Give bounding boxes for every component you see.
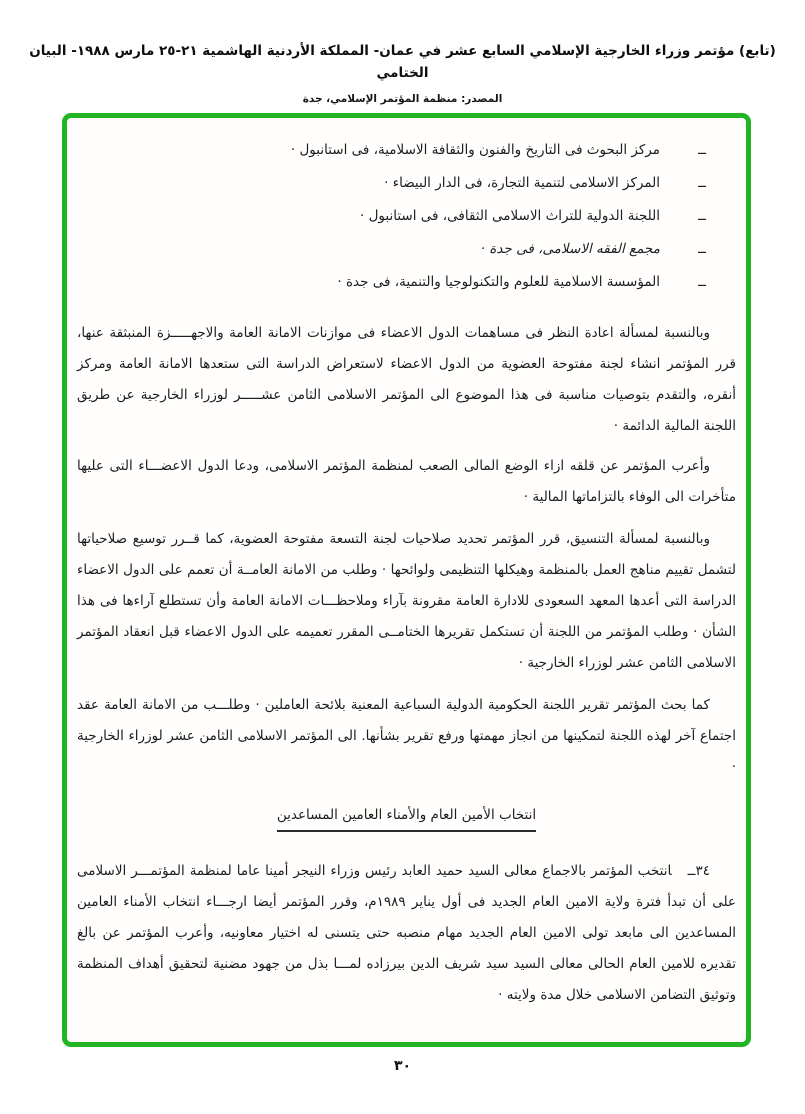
paragraph-staff-committee: كما بحث المؤتمر تقرير اللجنة الحكومية الدولية السباعية المعنية بلائحة العاملين · وطلـــب من الامانة العامة عقد اجتماع آخر لهذه اللجنة لتمكينها من انجاز مهمتها ورفع تقرير بشأنها. الى المؤتمر الاسلامى الثامن عشر لوزراء الخارجية ·	[77, 697, 736, 775]
document-header	[6, 40, 799, 105]
list-item	[75, 142, 706, 175]
paragraph-coordination: وبالنسبة لمسألة التنسيق، قرر المؤتمر تحديد صلاحيات لجنة التسعة مفتوحة العضوية، كما قــرر توسيع صلاحياتها لتشمل تقييم مناهج العمل بالمنظمة وهيكلها التنظيمى ولوائحها · وطلب من الامانة العامــة أن تعمم على الدول الاعضاء الدراسة التى أعدها المعهد السعودى للادارة العامة مقرونة بآراء وملاحظـــات الامانة العامة وأن تستطلع آراءها فى هذا الشأن · وطلب المؤتمر من اللجنة أن تستكمل تقريرها الختامــى المقرر تعميمه على الدول الاعضاء قبل انعقاد المؤتمر الاسلامى الثامن عشر لوزراء الخارجية ·	[77, 531, 736, 671]
highlight-frame	[62, 113, 751, 1047]
list-item	[75, 241, 706, 274]
paragraph-budget-review: وبالنسبة لمسألة اعادة النظر فى مساهمات الدول الاعضاء فى موازنات الامانة العامة والاجهـــــزة المنبثقة عنها، قرر المؤتمر انشاء لجنة مفتوحة العضوية من الدول الاعضاء لاستعراض الدراسة التى ستعدها الامانة العامة ومركز أنقره، والتقدم بتوصيات مناسبة فى هذا الموضوع الى المؤتمر الاسلامى الثامن عشـــــر لوزراء الخارجية عن طريق اللجنة المالية الدائمة ·	[77, 325, 736, 434]
dash-bullet-icon: ــ	[698, 274, 706, 290]
dash-bullet-icon: ــ	[698, 142, 706, 158]
list-item	[75, 208, 706, 241]
dash-bullet-icon: ــ	[698, 241, 706, 257]
list-item-text: مركز البحوث فى التاريخ والفنون والثقافة الاسلامية، فى استانبول ·	[290, 142, 660, 158]
list-item-text: المؤسسة الاسلامية للعلوم والتكنولوجيا والتنمية، فى جدة ·	[337, 274, 660, 290]
clause-number: ٣٤ــ	[687, 863, 710, 879]
paragraph-financial-concern: وأعرب المؤتمر عن قلقه ازاء الوضع المالى الصعب لمنظمة المؤتمر الاسلامى، ودعا الدول الاعضـــاء التى عليها متأخرات الى الوفاء بالتزاماتها المالية ·	[77, 458, 736, 505]
document-title: (تابع) مؤتمر وزراء الخارجية الإسلامي السابع عشر في عمان- المملكة الأردنية الهاشمية ٢١-٢٥ مارس ١٩٨٨- البيان الختامي	[29, 43, 776, 81]
list-item-text: اللجنة الدولية للتراث الاسلامى الثقافى، فى استانبول ·	[360, 208, 660, 224]
dash-bullet-icon: ــ	[698, 175, 706, 191]
list-item	[75, 175, 706, 208]
document-source: المصدر: منظمة المؤتمر الإسلامي، جدة	[302, 93, 503, 105]
dash-bullet-icon: ــ	[698, 208, 706, 224]
list-item	[75, 274, 706, 307]
section-heading	[75, 807, 738, 832]
section-heading-text: انتخاب الأمين العام والأمناء العامين المساعدين	[277, 807, 536, 832]
page-number: ٣٠	[393, 1058, 412, 1074]
list-item-text: المركز الاسلامى لتنمية التجارة، فى الدار البيضاء ·	[384, 175, 660, 191]
clause-text: انتخب المؤتمر بالاجماع معالى السيد حميد العابد رئيس وزراء النيجر أمينا عاما لمنظمة المؤتمـــر الاسلامى على أن تبدأ فترة ولاية الامين العام الجديد فى أول يناير ١٩٨٩م، وقرر المؤتمر أيضا ارجـــاء انتخاب الأمناء العامين المساعدين الى مابعد تولى الامين العام الجديد مهام منصبه حتى يتسنى له اختيار معاونيه، وأعرب المؤتمر عن بالغ تقديره للامين العام الحالى معالى السيد سيد شريف الدين بيرزاده لمـــا بذل من جهود مضنية لتحقيق أهداف المنظمة وتوثيق التضامن الاسلامى خلال مدة ولايته ·	[77, 863, 736, 1003]
clause-34	[77, 856, 736, 1011]
organization-list	[75, 142, 738, 307]
list-item-text: مجمع الفقه الاسلامى، فى جدة ·	[480, 241, 660, 257]
